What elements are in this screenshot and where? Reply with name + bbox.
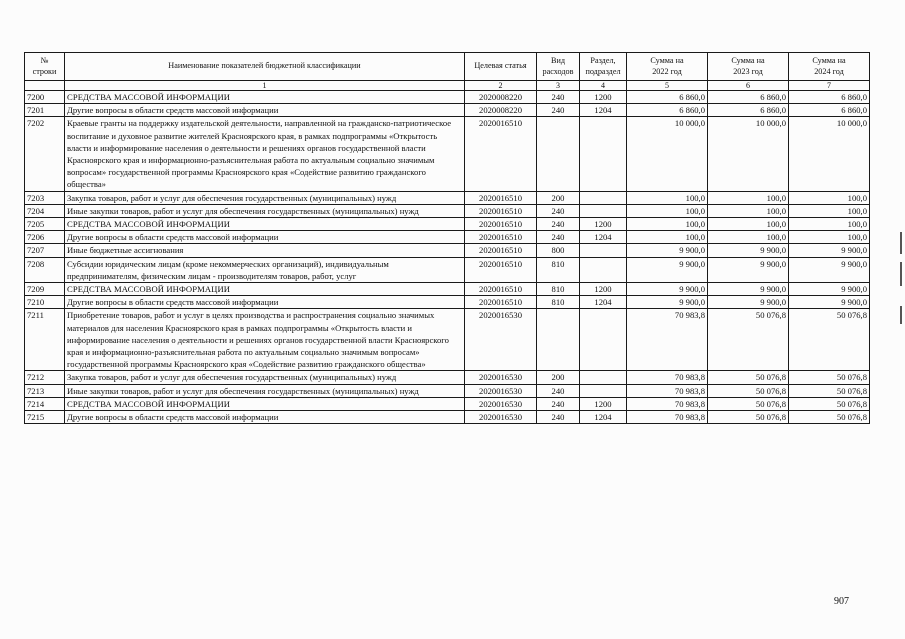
sum-2023: 50 076,8 bbox=[708, 309, 789, 371]
expense-type: 240 bbox=[537, 411, 580, 424]
row-number: 7204 bbox=[25, 204, 65, 217]
sum-2024: 100,0 bbox=[789, 191, 870, 204]
column-number: 1 bbox=[65, 81, 465, 91]
section-code: 1200 bbox=[580, 283, 627, 296]
expense-type: 810 bbox=[537, 257, 580, 282]
header-row bbox=[25, 53, 870, 81]
table-row bbox=[25, 384, 870, 397]
table-body bbox=[25, 91, 870, 424]
table-row bbox=[25, 244, 870, 257]
table-row bbox=[25, 204, 870, 217]
expense-type: 200 bbox=[537, 371, 580, 384]
target-article: 2020016510 bbox=[465, 296, 537, 309]
table-row bbox=[25, 296, 870, 309]
row-number: 7202 bbox=[25, 117, 65, 191]
expense-type: 240 bbox=[537, 91, 580, 104]
sum-2023: 100,0 bbox=[708, 218, 789, 231]
target-article: 2020016510 bbox=[465, 218, 537, 231]
sum-2023: 10 000,0 bbox=[708, 117, 789, 191]
column-number: 5 bbox=[627, 81, 708, 91]
table-row bbox=[25, 411, 870, 424]
indicator-name: Закупка товаров, работ и услуг для обеспечения государственных (муниципальных) нужд bbox=[65, 191, 465, 204]
indicator-name: Краевые гранты на поддержку издательской деятельности, направленной на гражданско-патриотическое воспитание и духовное развитие жителей Красноярского края, в рамках подпрограммы «Открытость власти и информирование населения о деятельности и решениях органов государственной власти Красноярского края и информационно-разъяснительная работа по актуальным социально значимым вопросам» государственной программы Красноярского края «Содействие развитию гражданского общества» bbox=[65, 117, 465, 191]
sum-2024: 6 860,0 bbox=[789, 91, 870, 104]
sum-2024: 50 076,8 bbox=[789, 384, 870, 397]
row-number: 7208 bbox=[25, 257, 65, 282]
sum-2022: 70 983,8 bbox=[627, 411, 708, 424]
column-number-row bbox=[25, 81, 870, 91]
indicator-name: СРЕДСТВА МАССОВОЙ ИНФОРМАЦИИ bbox=[65, 91, 465, 104]
scan-edge-mark bbox=[900, 232, 902, 254]
row-number: 7210 bbox=[25, 296, 65, 309]
expense-type: 240 bbox=[537, 397, 580, 410]
sum-2022: 6 860,0 bbox=[627, 104, 708, 117]
sum-2023: 50 076,8 bbox=[708, 371, 789, 384]
section-code bbox=[580, 191, 627, 204]
expense-type: 810 bbox=[537, 283, 580, 296]
indicator-name: Другие вопросы в области средств массовой информации bbox=[65, 231, 465, 244]
target-article: 2020008220 bbox=[465, 91, 537, 104]
sum-2023: 6 860,0 bbox=[708, 91, 789, 104]
section-code: 1200 bbox=[580, 91, 627, 104]
indicator-name: СРЕДСТВА МАССОВОЙ ИНФОРМАЦИИ bbox=[65, 218, 465, 231]
target-article: 2020016510 bbox=[465, 231, 537, 244]
table-row bbox=[25, 231, 870, 244]
indicator-name: Другие вопросы в области средств массовой информации bbox=[65, 296, 465, 309]
expense-type bbox=[537, 117, 580, 191]
row-number: 7200 bbox=[25, 91, 65, 104]
sum-2022: 70 983,8 bbox=[627, 309, 708, 371]
sum-2022: 9 900,0 bbox=[627, 257, 708, 282]
table-row bbox=[25, 283, 870, 296]
sum-2022: 70 983,8 bbox=[627, 371, 708, 384]
sum-2024: 9 900,0 bbox=[789, 296, 870, 309]
sum-2022: 100,0 bbox=[627, 231, 708, 244]
row-number: 7207 bbox=[25, 244, 65, 257]
row-number: 7215 bbox=[25, 411, 65, 424]
header-row-number: № строки bbox=[25, 53, 65, 81]
sum-2024: 50 076,8 bbox=[789, 411, 870, 424]
section-code bbox=[580, 204, 627, 217]
table-row bbox=[25, 309, 870, 371]
table-row bbox=[25, 371, 870, 384]
target-article: 2020016510 bbox=[465, 283, 537, 296]
section-code: 1204 bbox=[580, 231, 627, 244]
table-row bbox=[25, 397, 870, 410]
table-row bbox=[25, 117, 870, 191]
target-article: 2020008220 bbox=[465, 104, 537, 117]
section-code bbox=[580, 371, 627, 384]
indicator-name: СРЕДСТВА МАССОВОЙ ИНФОРМАЦИИ bbox=[65, 397, 465, 410]
expense-type: 810 bbox=[537, 296, 580, 309]
sum-2024: 6 860,0 bbox=[789, 104, 870, 117]
indicator-name: Другие вопросы в области средств массовой информации bbox=[65, 411, 465, 424]
row-number: 7206 bbox=[25, 231, 65, 244]
sum-2022: 10 000,0 bbox=[627, 117, 708, 191]
table-row bbox=[25, 257, 870, 282]
sum-2024: 9 900,0 bbox=[789, 283, 870, 296]
sum-2023: 50 076,8 bbox=[708, 411, 789, 424]
sum-2023: 100,0 bbox=[708, 191, 789, 204]
sum-2023: 9 900,0 bbox=[708, 244, 789, 257]
expense-type: 240 bbox=[537, 384, 580, 397]
target-article: 2020016510 bbox=[465, 244, 537, 257]
sum-2022: 100,0 bbox=[627, 191, 708, 204]
column-number: 7 bbox=[789, 81, 870, 91]
expense-type: 240 bbox=[537, 104, 580, 117]
indicator-name: Субсидии юридическим лицам (кроме некоммерческих организаций), индивидуальным предпринимателям, физическим лицам - производителям товаров, работ, услуг bbox=[65, 257, 465, 282]
sum-2024: 100,0 bbox=[789, 218, 870, 231]
row-number: 7211 bbox=[25, 309, 65, 371]
header-target-article: Целевая статья bbox=[465, 53, 537, 81]
sum-2023: 9 900,0 bbox=[708, 296, 789, 309]
expense-type: 800 bbox=[537, 244, 580, 257]
sum-2023: 9 900,0 bbox=[708, 257, 789, 282]
indicator-name: СРЕДСТВА МАССОВОЙ ИНФОРМАЦИИ bbox=[65, 283, 465, 296]
table-row bbox=[25, 91, 870, 104]
target-article: 2020016510 bbox=[465, 191, 537, 204]
header-section: Раздел, подраздел bbox=[580, 53, 627, 81]
section-code bbox=[580, 257, 627, 282]
target-article: 2020016530 bbox=[465, 309, 537, 371]
row-number: 7205 bbox=[25, 218, 65, 231]
row-number: 7203 bbox=[25, 191, 65, 204]
scan-edge-mark bbox=[900, 306, 902, 324]
sum-2024: 50 076,8 bbox=[789, 371, 870, 384]
section-code: 1204 bbox=[580, 411, 627, 424]
target-article: 2020016530 bbox=[465, 371, 537, 384]
sum-2022: 9 900,0 bbox=[627, 244, 708, 257]
header-sum-2023: Сумма на 2023 год bbox=[708, 53, 789, 81]
sum-2022: 9 900,0 bbox=[627, 296, 708, 309]
row-number: 7201 bbox=[25, 104, 65, 117]
sum-2023: 6 860,0 bbox=[708, 104, 789, 117]
column-number: 3 bbox=[537, 81, 580, 91]
expense-type: 240 bbox=[537, 204, 580, 217]
indicator-name: Другие вопросы в области средств массовой информации bbox=[65, 104, 465, 117]
sum-2022: 100,0 bbox=[627, 218, 708, 231]
expense-type: 200 bbox=[537, 191, 580, 204]
sum-2022: 70 983,8 bbox=[627, 384, 708, 397]
table-row bbox=[25, 104, 870, 117]
header-indicator-name: Наименование показателей бюджетной классификации bbox=[65, 53, 465, 81]
row-number: 7213 bbox=[25, 384, 65, 397]
sum-2022: 6 860,0 bbox=[627, 91, 708, 104]
header-sum-2024: Сумма на 2024 год bbox=[789, 53, 870, 81]
header-sum-2022: Сумма на 2022 год bbox=[627, 53, 708, 81]
indicator-name: Иные закупки товаров, работ и услуг для обеспечения государственных (муниципальных) нужд bbox=[65, 384, 465, 397]
sum-2023: 50 076,8 bbox=[708, 397, 789, 410]
target-article: 2020016510 bbox=[465, 204, 537, 217]
budget-table bbox=[24, 52, 870, 424]
sum-2023: 9 900,0 bbox=[708, 283, 789, 296]
sum-2024: 9 900,0 bbox=[789, 244, 870, 257]
target-article: 2020016530 bbox=[465, 384, 537, 397]
indicator-name: Закупка товаров, работ и услуг для обеспечения государственных (муниципальных) нужд bbox=[65, 371, 465, 384]
target-article: 2020016510 bbox=[465, 257, 537, 282]
sum-2024: 50 076,8 bbox=[789, 309, 870, 371]
sum-2024: 10 000,0 bbox=[789, 117, 870, 191]
target-article: 2020016510 bbox=[465, 117, 537, 191]
scan-edge-mark bbox=[900, 262, 902, 286]
header-expense-type: Вид расходов bbox=[537, 53, 580, 81]
section-code bbox=[580, 384, 627, 397]
sum-2023: 100,0 bbox=[708, 204, 789, 217]
row-number: 7214 bbox=[25, 397, 65, 410]
page-number: 907 bbox=[834, 596, 849, 607]
column-number: 4 bbox=[580, 81, 627, 91]
sum-2023: 50 076,8 bbox=[708, 384, 789, 397]
sum-2022: 70 983,8 bbox=[627, 397, 708, 410]
table-row bbox=[25, 191, 870, 204]
sum-2022: 9 900,0 bbox=[627, 283, 708, 296]
table-row bbox=[25, 218, 870, 231]
section-code bbox=[580, 244, 627, 257]
section-code: 1204 bbox=[580, 104, 627, 117]
sum-2024: 100,0 bbox=[789, 231, 870, 244]
target-article: 2020016530 bbox=[465, 411, 537, 424]
column-number bbox=[25, 81, 65, 91]
section-code: 1204 bbox=[580, 296, 627, 309]
indicator-name: Иные закупки товаров, работ и услуг для обеспечения государственных (муниципальных) нужд bbox=[65, 204, 465, 217]
sum-2024: 50 076,8 bbox=[789, 397, 870, 410]
sum-2022: 100,0 bbox=[627, 204, 708, 217]
section-code bbox=[580, 309, 627, 371]
expense-type bbox=[537, 309, 580, 371]
section-code: 1200 bbox=[580, 218, 627, 231]
sum-2023: 100,0 bbox=[708, 231, 789, 244]
section-code: 1200 bbox=[580, 397, 627, 410]
expense-type: 240 bbox=[537, 231, 580, 244]
section-code bbox=[580, 117, 627, 191]
sum-2024: 9 900,0 bbox=[789, 257, 870, 282]
target-article: 2020016530 bbox=[465, 397, 537, 410]
column-number: 2 bbox=[465, 81, 537, 91]
sum-2024: 100,0 bbox=[789, 204, 870, 217]
row-number: 7209 bbox=[25, 283, 65, 296]
indicator-name: Приобретение товаров, работ и услуг в целях производства и распространения социально значимых материалов для населения Красноярского края в рамках подпрограммы «Открытость власти и информирование населения о деятельности и решениях органов государственной власти Красноярского края и информационно-разъяснительная работа по актуальным социально значимым вопросам» государственной программы Красноярского края «Содействие развитию гражданского общества» bbox=[65, 309, 465, 371]
column-number: 6 bbox=[708, 81, 789, 91]
expense-type: 240 bbox=[537, 218, 580, 231]
row-number: 7212 bbox=[25, 371, 65, 384]
indicator-name: Иные бюджетные ассигнования bbox=[65, 244, 465, 257]
